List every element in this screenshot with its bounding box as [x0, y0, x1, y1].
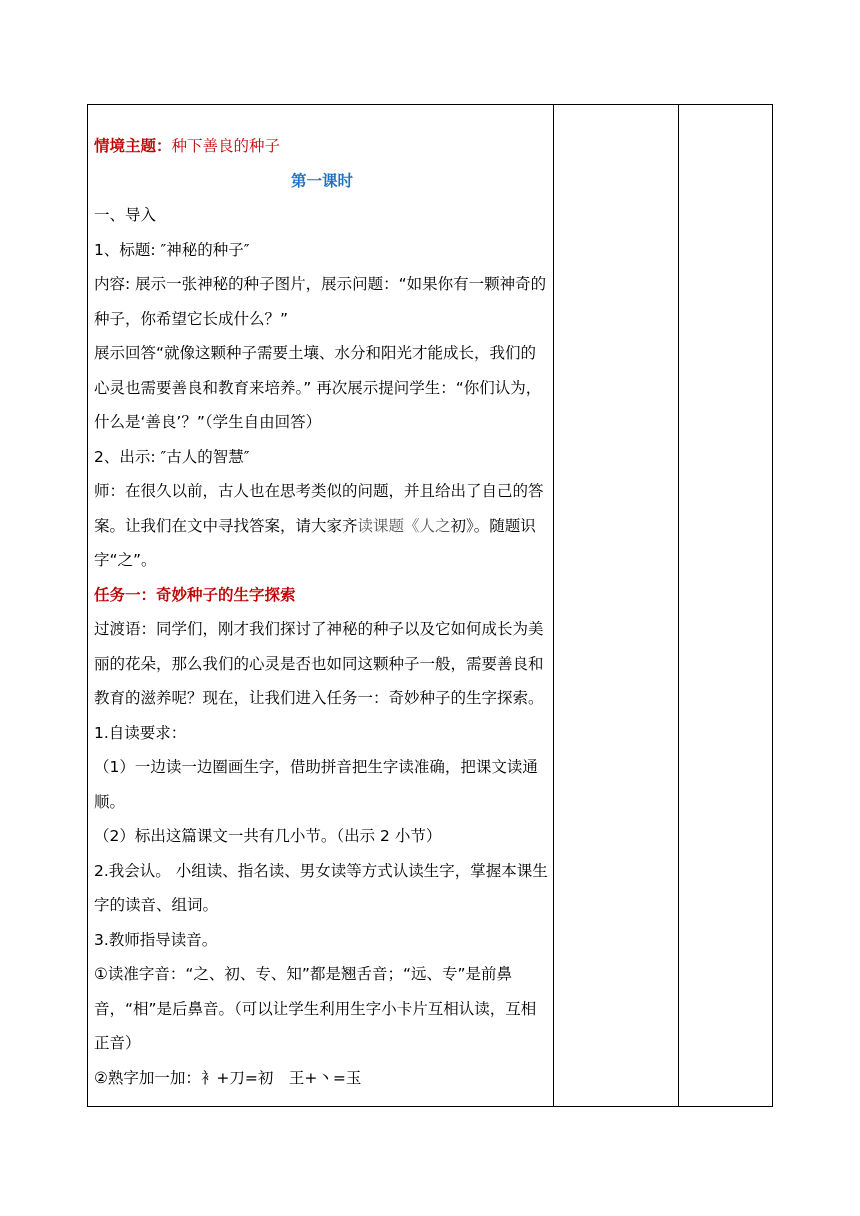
theme-text: 种下善良的种子 [171, 137, 281, 155]
intro-item1-answer: 展示回答“就像这颗种子需要土壤、水分和阳光才能成长，我们的心灵也需要善良和教育来培养。” 再次展示提问学生：“你们认为，什么是‘善良’？”（学生自由回答） [94, 344, 542, 431]
intro-item1-title: 1、标题: ″神秘的种子″ [94, 240, 250, 259]
task1-step1-title: 1.自读要求： [94, 723, 187, 742]
task1-step3-b: ②熟字加一加：衤+刀=初 王+丶=玉 [94, 1068, 362, 1087]
intro-item2-content [94, 474, 550, 578]
intro-item2-text-c: 初》。随题识字“之”。 [94, 516, 536, 569]
column-divider-2 [678, 105, 679, 1106]
task1-step2: 2.我会认。 小组读、指名读、男女读等方式认读生字，掌握本课生字的读音、组词。 [94, 861, 548, 914]
intro-item2-text-b: 读课题《人之 [357, 516, 451, 535]
lesson-content-cell [94, 129, 550, 1095]
section-intro-heading: 一、导入 [94, 206, 157, 224]
task1-step3-a: ①读准字音：“之、初、专、知”都是翘舌音；“远、专”是前鼻音，“相”是后鼻音。（可以让学生利用生字小卡片互相认读，互相正音） [94, 965, 537, 1052]
task1-heading: 任务一：奇妙种子的生字探索 [94, 585, 296, 604]
task1-step3-title: 3.教师指导读音。 [94, 930, 218, 949]
lesson-table [87, 104, 773, 1107]
task1-step1-a: （1）一边读一边圈画生字，借助拼音把生字读准确，把课文读通顺。 [94, 758, 538, 811]
task1-transition: 过渡语：同学们，刚才我们探讨了神秘的种子以及它如何成长为美丽的花朵，那么我们的心灵是否也如同这颗种子一般，需要善良和教育的滋养呢？现在，让我们进入任务一：奇妙种子的生字探索。 [94, 620, 544, 707]
column-divider-1 [553, 105, 554, 1106]
intro-item2-title: 2、出示: ″古人的智慧″ [94, 447, 250, 466]
lesson-title: 第一课时 [290, 171, 353, 190]
intro-item2-text-a: 师：在很久以前，古人也在思考类似的问题，并且给出了自己的答案。让我们在文中寻找答案，请大家齐 [94, 482, 544, 535]
intro-item1-content: 内容: 展示一张神秘的种子图片，展示问题：“如果你有一颗神奇的种子，你希望它长成什么？” [94, 275, 547, 328]
task1-step1-b: （2）标出这篇课文一共有几小节。（出示 2 小节） [94, 827, 442, 845]
theme-label: 情境主题： [94, 137, 172, 155]
theme-line [94, 129, 550, 164]
